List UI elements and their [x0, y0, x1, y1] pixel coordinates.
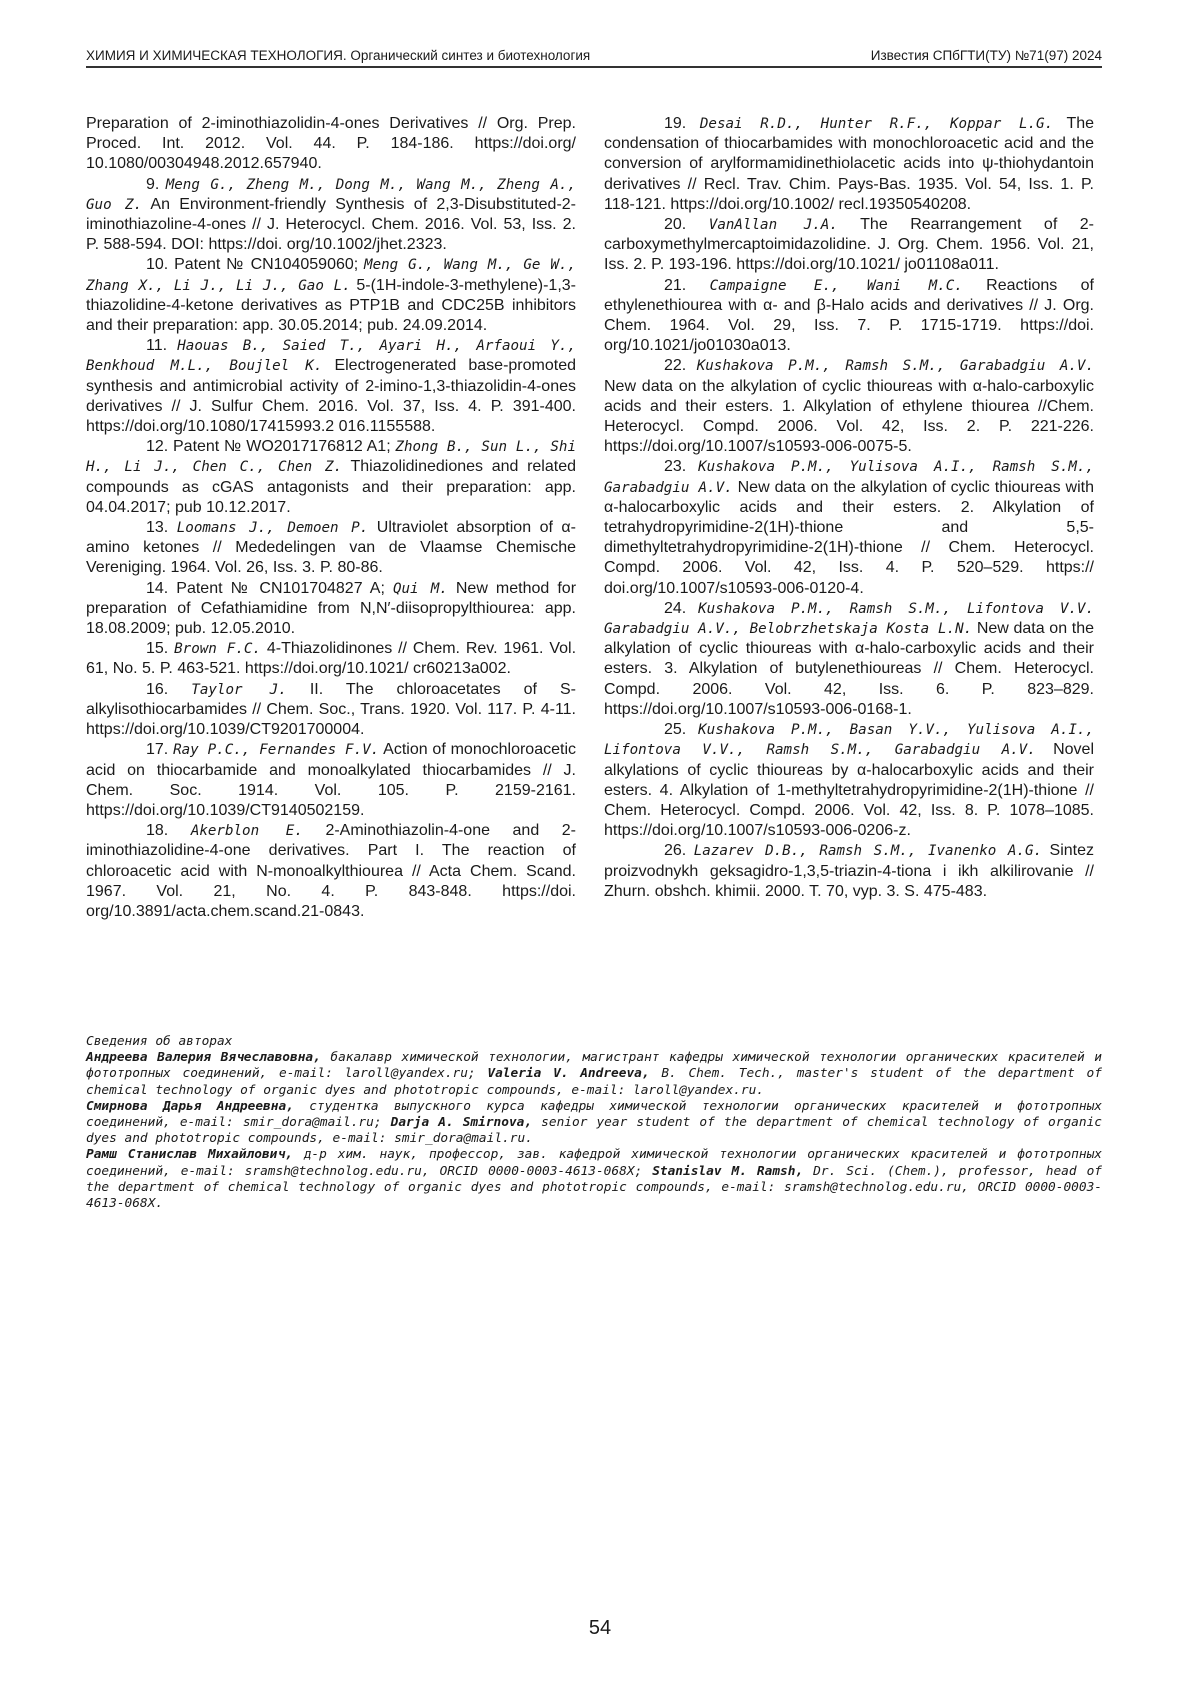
reference-authors: Campaigne E., Wani M.C. [709, 277, 963, 294]
reference-item: 20. VanAllan J.A. The Rearrangement of 2-carboxymethylmercaptoimidazolidine. J. Org. Chem. 1956. Vol. 21, Iss. 2. P. 193-196. https://doi.org/10.1021/ jo01108a011. [604, 216, 1095, 274]
reference-authors: Qui M. [392, 580, 448, 597]
reference-item: Preparation of 2-iminothiazolidin-4-ones Derivatives // Org. Prep. Proced. Int. 2012. Vol. 44. P. 184-186. https://doi.org/ 10.1080/00304948.2012.657940. [86, 115, 576, 173]
reference-authors: Taylor J. [191, 681, 287, 698]
reference-authors: Meng G., Zheng M., Dong M., Wang M., Zheng A., Guo Z. [86, 176, 576, 213]
reference-authors: Kushakova P.M., Yulisova A.I., Ramsh S.M., Garabadgiu A.V. [604, 459, 1094, 496]
reference-authors: Kushakova P.M., Basan Y.V., Yulisova A.I., Lifontova V.V., Ramsh S.M., Garabadgiu A.V. [604, 722, 1094, 759]
reference-authors: Loomans J., Demoen P. [176, 520, 369, 537]
references-column-left [86, 114, 576, 922]
author-name-en: Stanislav M. Ramsh, [652, 1163, 804, 1179]
reference-item: 15. Brown F.C. 4-Thiazolidinones // Chem. Rev. 1961. Vol. 61, No. 5. P. 463-521. https://doi.org/10.1021/ cr60213a002. [86, 640, 577, 678]
reference-authors: Lazarev D.B., Ramsh S.M., Ivanenko A.G. [693, 843, 1043, 860]
reference-authors: Meng G., Wang M., Ge W., Zhang X., Li J., Li J., Gao L. [86, 257, 576, 294]
reference-item: 23. Kushakova P.M., Yulisova A.I., Ramsh S.M., Garabadgiu A.V. New data on the alkylation of cyclic thioureas with α-halocarboxylic acids and their esters. 2. Alkylation of tetrahydropyrimidine-2(1H)-thione and 5,5-dimethyltetrahydropyrimidine-2(1H)-thione // Chem. Heterocycl. Compd. 2006. Vol. 42, Iss. 4. P. 520–529. https:// doi.org/10.1007/s10593-006-0120-4. [604, 458, 1094, 597]
reference-item: 14. Patent № CN101704827 A; Qui M. New method for preparation of Cefathiamidine from N,N′-diisopropylthiourea: app. 18.08.2009; pub. 12.05.2010. [86, 579, 577, 638]
reference-authors: Ray P.C., Fernandes F.V. [173, 742, 380, 759]
reference-item: 9. Meng G., Zheng M., Dong M., Wang M., Zheng A., Guo Z. An Environment-friendly Synthesis of 2,3-Disubstituted-2-iminothiazoline-4-ones // J. Heterocycl. Chem. 2016. Vol. 53, Iss. 2. P. 588-594. DOI: https://doi. org/10.1002/jhet.2323. [86, 175, 576, 254]
reference-item: 13. Loomans J., Demoen P. Ultraviolet absorption of α-amino ketones // Mededelingen van de Vlaamse Chemische Vereniging. 1964. Vol. 26, Iss. 3. P. 80-86. [86, 519, 577, 577]
reference-authors: Kushakova P.M., Ramsh S.M., Lifontova V.V. Garabadgiu A.V., Belobrzhetskaja Kosta L.N. [604, 600, 1094, 638]
reference-authors: Zhong B., Sun L., Shi H., Li J., Chen C., Chen Z. [86, 439, 577, 476]
reference-authors: Desai R.D., Hunter R.F., Koppar L.G. [699, 116, 1054, 132]
reference-item: 10. Patent № CN104059060; Meng G., Wang M., Ge W., Zhang X., Li J., Li J., Gao L. 5-(1H-indole-3-methylene)-1,3-thiazolidine-4-ketone derivatives as PTP1B and CDC25B inhibitors and their preparation: app. 30.05.2014; pub. 24.09.2014. [86, 256, 576, 335]
reference-item: 17. Ray P.C., Fernandes F.V. Action of monochloroacetic acid on thiocarbamide and monoalkylated thiocarbamides // J. Chem. Soc. 1914. Vol. 105. P. 2159-2161. https://doi.org/10.1039/CT9140502159. [86, 741, 576, 819]
reference-item: 25. Kushakova P.M., Basan Y.V., Yulisova A.I., Lifontova V.V., Ramsh S.M., Garabadgiu A.V. Novel alkylations of cyclic thioureas by α-halocarboxylic acids and their esters. 4. Alkylation of 1-methyltetrahydropyrimidine-2(1H)-thione // Chem. Heterocycl. Compd. 2006. Vol. 42, Iss. 8. P. 1078–1085. https://doi.org/10.1007/s10593-006-0206-z. [604, 721, 1094, 840]
author-entry: Рамш Станислав Михайлович, д-р хим. наук, профессор, зав. кафедрой химической технологии органических красителей и фототропных соединений, e-mail: sramsh@technolog.edu.ru, ORCID 0000-0003-4613-068X; Stanislav M. Ramsh, Dr. Sci. (Chem.), professor, head of the department of chemical technology of organic dyes and phototropic compounds, e-mail: sramsh@technolog.edu.ru, ORCID 0000-0003-4613-068X. [86, 1147, 1102, 1212]
references-column-right [604, 114, 1094, 902]
author-name-ru: Андреева Валерия Вячеславовна, [86, 1050, 321, 1066]
author-entry: Андреева Валерия Вячеславовна, бакалавр химической технологии, магистрант кафедры химической технологии органических красителей и фототропных соединений, e-mail: laroll@yandex.ru; Valeria V. Andreeva, B. Chem. Tech., master's student of the department of chemical technology of organic dyes and phototropic compounds, e-mail: laroll@yandex.ru. [86, 1050, 1102, 1098]
reference-authors: Kushakova P.M., Ramsh S.M., Garabadgiu A.V. [696, 358, 1094, 375]
reference-authors: VanAllan J.A. [708, 217, 838, 234]
reference-item: 12. Patent № WO2017176812 A1; Zhong B., Sun L., Shi H., Li J., Chen C., Chen Z. Thiazolidinediones and related compounds as cGAS antagonists and their preparation: app. 04.04.2017; pub 10.12.2017. [86, 438, 577, 516]
running-header [86, 46, 1102, 68]
journal-issue: Известия СПбГТИ(ТУ) №71(97) 2024 [870, 48, 1102, 63]
reference-authors: Brown F.C. [174, 641, 261, 658]
author-info-title: Сведения об авторах [86, 1034, 233, 1049]
reference-authors: Akerblon E. [190, 823, 303, 840]
author-name-ru: Рамш Станислав Михайлович, [86, 1147, 293, 1163]
reference-item: 19. Desai R.D., Hunter R.F., Koppar L.G. The condensation of thiocarbamides with monochloroacetic acid and the conversion of arylformamidinethiolacetic acids into ψ-thiohydantoin derivatives // Recl. Trav. Chim. Pays-Bas. 1935. Vol. 54, Iss. 1. P. 118-121. https://doi.org/10.1002/ recl.19350540208. [604, 115, 1095, 213]
author-information [86, 1034, 1102, 1212]
reference-item: 22. Kushakova P.M., Ramsh S.M., Garabadgiu A.V. New data on the alkylation of cyclic thioureas with α-halo-carboxylic acids and their esters. 1. Alkylation of ethylene thiourea //Chem. Heterocycl. Compd. 2006. Vol. 42, Iss. 2. P. 221-226. https://doi.org/10.1007/s10593-006-0075-5. [604, 357, 1094, 456]
journal-section-title: ХИМИЯ И ХИМИЧЕСКАЯ ТЕХНОЛОГИЯ. Органический синтез и биотехнология [86, 48, 591, 63]
author-name-en: Valeria V. Andreeva, [487, 1066, 650, 1082]
reference-authors: Haouas B., Saied T., Ayari H., Arfaoui Y., Benkhoud M.L., Boujlel K. [86, 338, 576, 375]
author-entry: Смирнова Дарья Андреевна, студентка выпускного курса кафедры химической технологии органических красителей и фототропных соединений, e-mail: smir_dora@mail.ru; Darja A. Smirnova, senior year student of the department of chemical technology of organic dyes and phototropic compounds, e-mail: smir_dora@mail.ru. [86, 1098, 1102, 1147]
reference-item: 18. Akerblon E. 2-Aminothiazolin-4-one and 2-iminothiazolidine-4-one derivatives. Part I. The reaction of chloroacetic acid with N-monoalkylthiourea // Acta Chem. Scand. 1967. Vol. 21, No. 4. P. 843-848. https://doi. org/10.3891/acta.chem.scand.21-0843. [86, 822, 577, 920]
reference-item: 26. Lazarev D.B., Ramsh S.M., Ivanenko A.G. Sintez proizvodnykh geksagidro-1,3,5-triazin-4-tiona i ikh alkilirovanie // Zhurn. obshch. khimii. 2000. T. 70, vyp. 3. S. 475-483. [604, 842, 1094, 900]
page-number: 54 [588, 1617, 612, 1639]
reference-item: 11. Haouas B., Saied T., Ayari H., Arfaoui Y., Benkhoud M.L., Boujlel K. Electrogenerated base-promoted synthesis and antimicrobial activity of 2-imino-1,3-thiazolidin-4-ones derivatives // J. Sulfur Chem. 2016. Vol. 37, Iss. 4. P. 391-400. https://doi.org/10.1080/17415993.2 016.1155588. [86, 337, 576, 436]
reference-item: 21. Campaigne E., Wani M.C. Reactions of ethylenethiourea with α- and β-Halo acids and derivatives // J. Org. Chem. 1964. Vol. 29, Iss. 7. P. 1715-1719. https://doi. org/10.1021/jo01030a013. [604, 276, 1094, 355]
reference-item: 24. Kushakova P.M., Ramsh S.M., Lifontova V.V. Garabadgiu A.V., Belobrzhetskaja Kosta L.N. New data on the alkylation of cyclic thioureas with α-halo-carboxylic acids and their esters. 3. Alkylation of butylenethioureas // Chem. Heterocycl. Compd. 2006. Vol. 42, Iss. 6. P. 823–829. https://doi.org/10.1007/s10593-006-0168-1. [604, 599, 1094, 718]
reference-item: 16. Taylor J. II. The chloroacetates of S-alkylisothiocarbamides // Chem. Soc., Trans. 1920. Vol. 117. P. 4-11. https://doi.org/10.1039/CT9201700004. [86, 680, 576, 739]
author-name-en: Darja A. Smirnova, [390, 1115, 533, 1131]
author-name-ru: Смирнова Дарья Андреевна, [86, 1098, 294, 1114]
